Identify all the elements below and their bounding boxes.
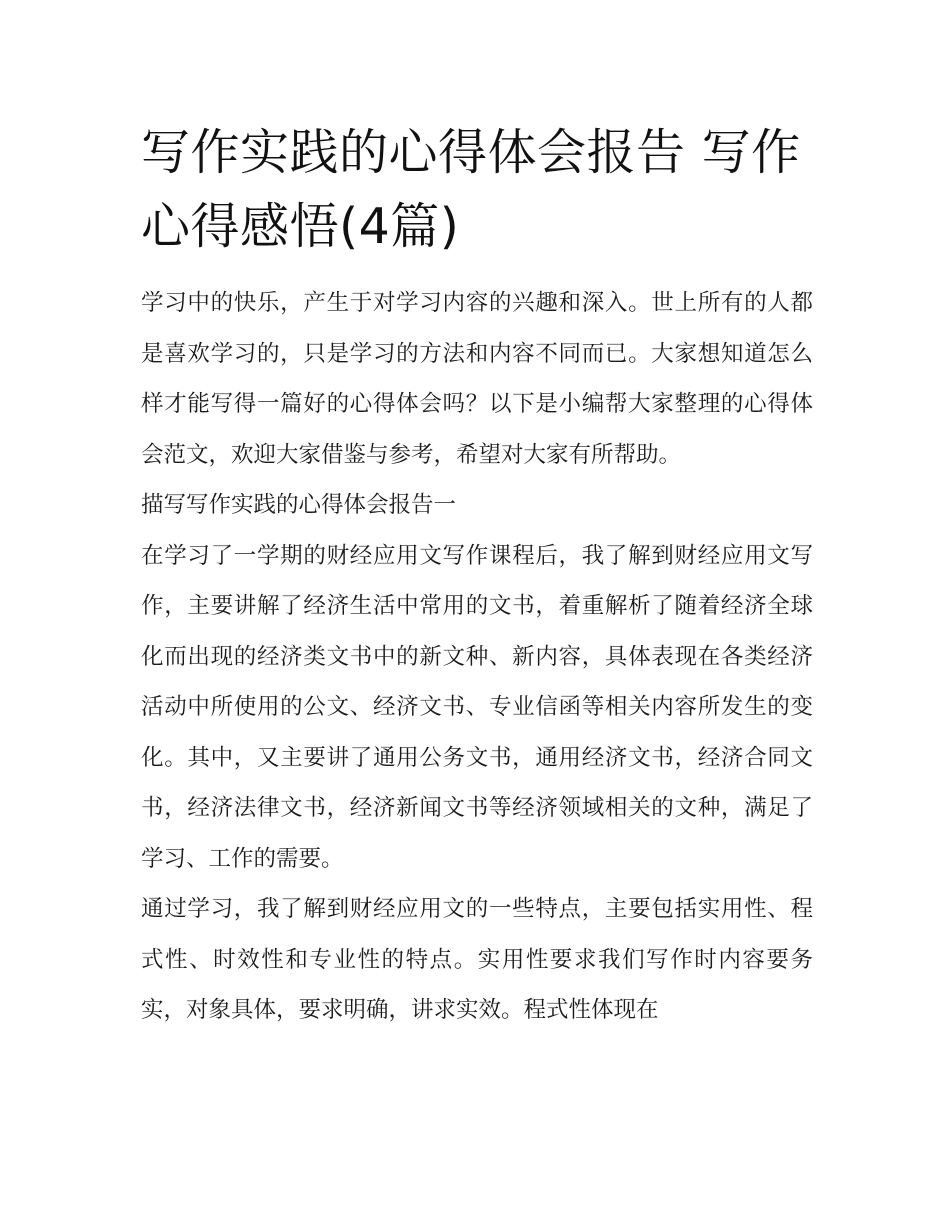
body-paragraph: 通过学习，我了解到财经应用文的一些特点，主要包括实用性、程式性、时效性和专业性的特点。实用性要求我们写作时内容要务实，对象具体，要求明确，讲求实效。程式性体现在: [141, 896, 813, 1023]
section-heading: 描写写作实践的心得体会报告一: [141, 492, 457, 518]
body-paragraph: 在学习了一学期的财经应用文写作课程后，我了解到财经应用文写作，主要讲解了经济生活中常用的文书，着重解析了随着经济全球化而出现的经济类文书中的新文种、新内容，具体表现在各类经济活动中所使用的公文、经济文书、专业信函等相关内容所发生的变化。其中，又主要讲了通用公务文书，通用经济文书，经济合同文书，经济法律文书，经济新闻文书等经济领域相关的文种，满足了学习、工作的需要。: [141, 542, 813, 872]
document-title: 写作实践的心得体会报告 写作心得感悟(4篇): [141, 124, 801, 255]
intro-paragraph: 学习中的快乐，产生于对学习内容的兴趣和深入。世上所有的人都是喜欢学习的，只是学习的方法和内容不同而已。大家想知道怎么样才能写得一篇好的心得体会吗？以下是小编帮大家整理的心得体会范文，欢迎大家借鉴与参考，希望对大家有所帮助。: [141, 290, 813, 468]
document-body: [141, 116, 813, 1036]
